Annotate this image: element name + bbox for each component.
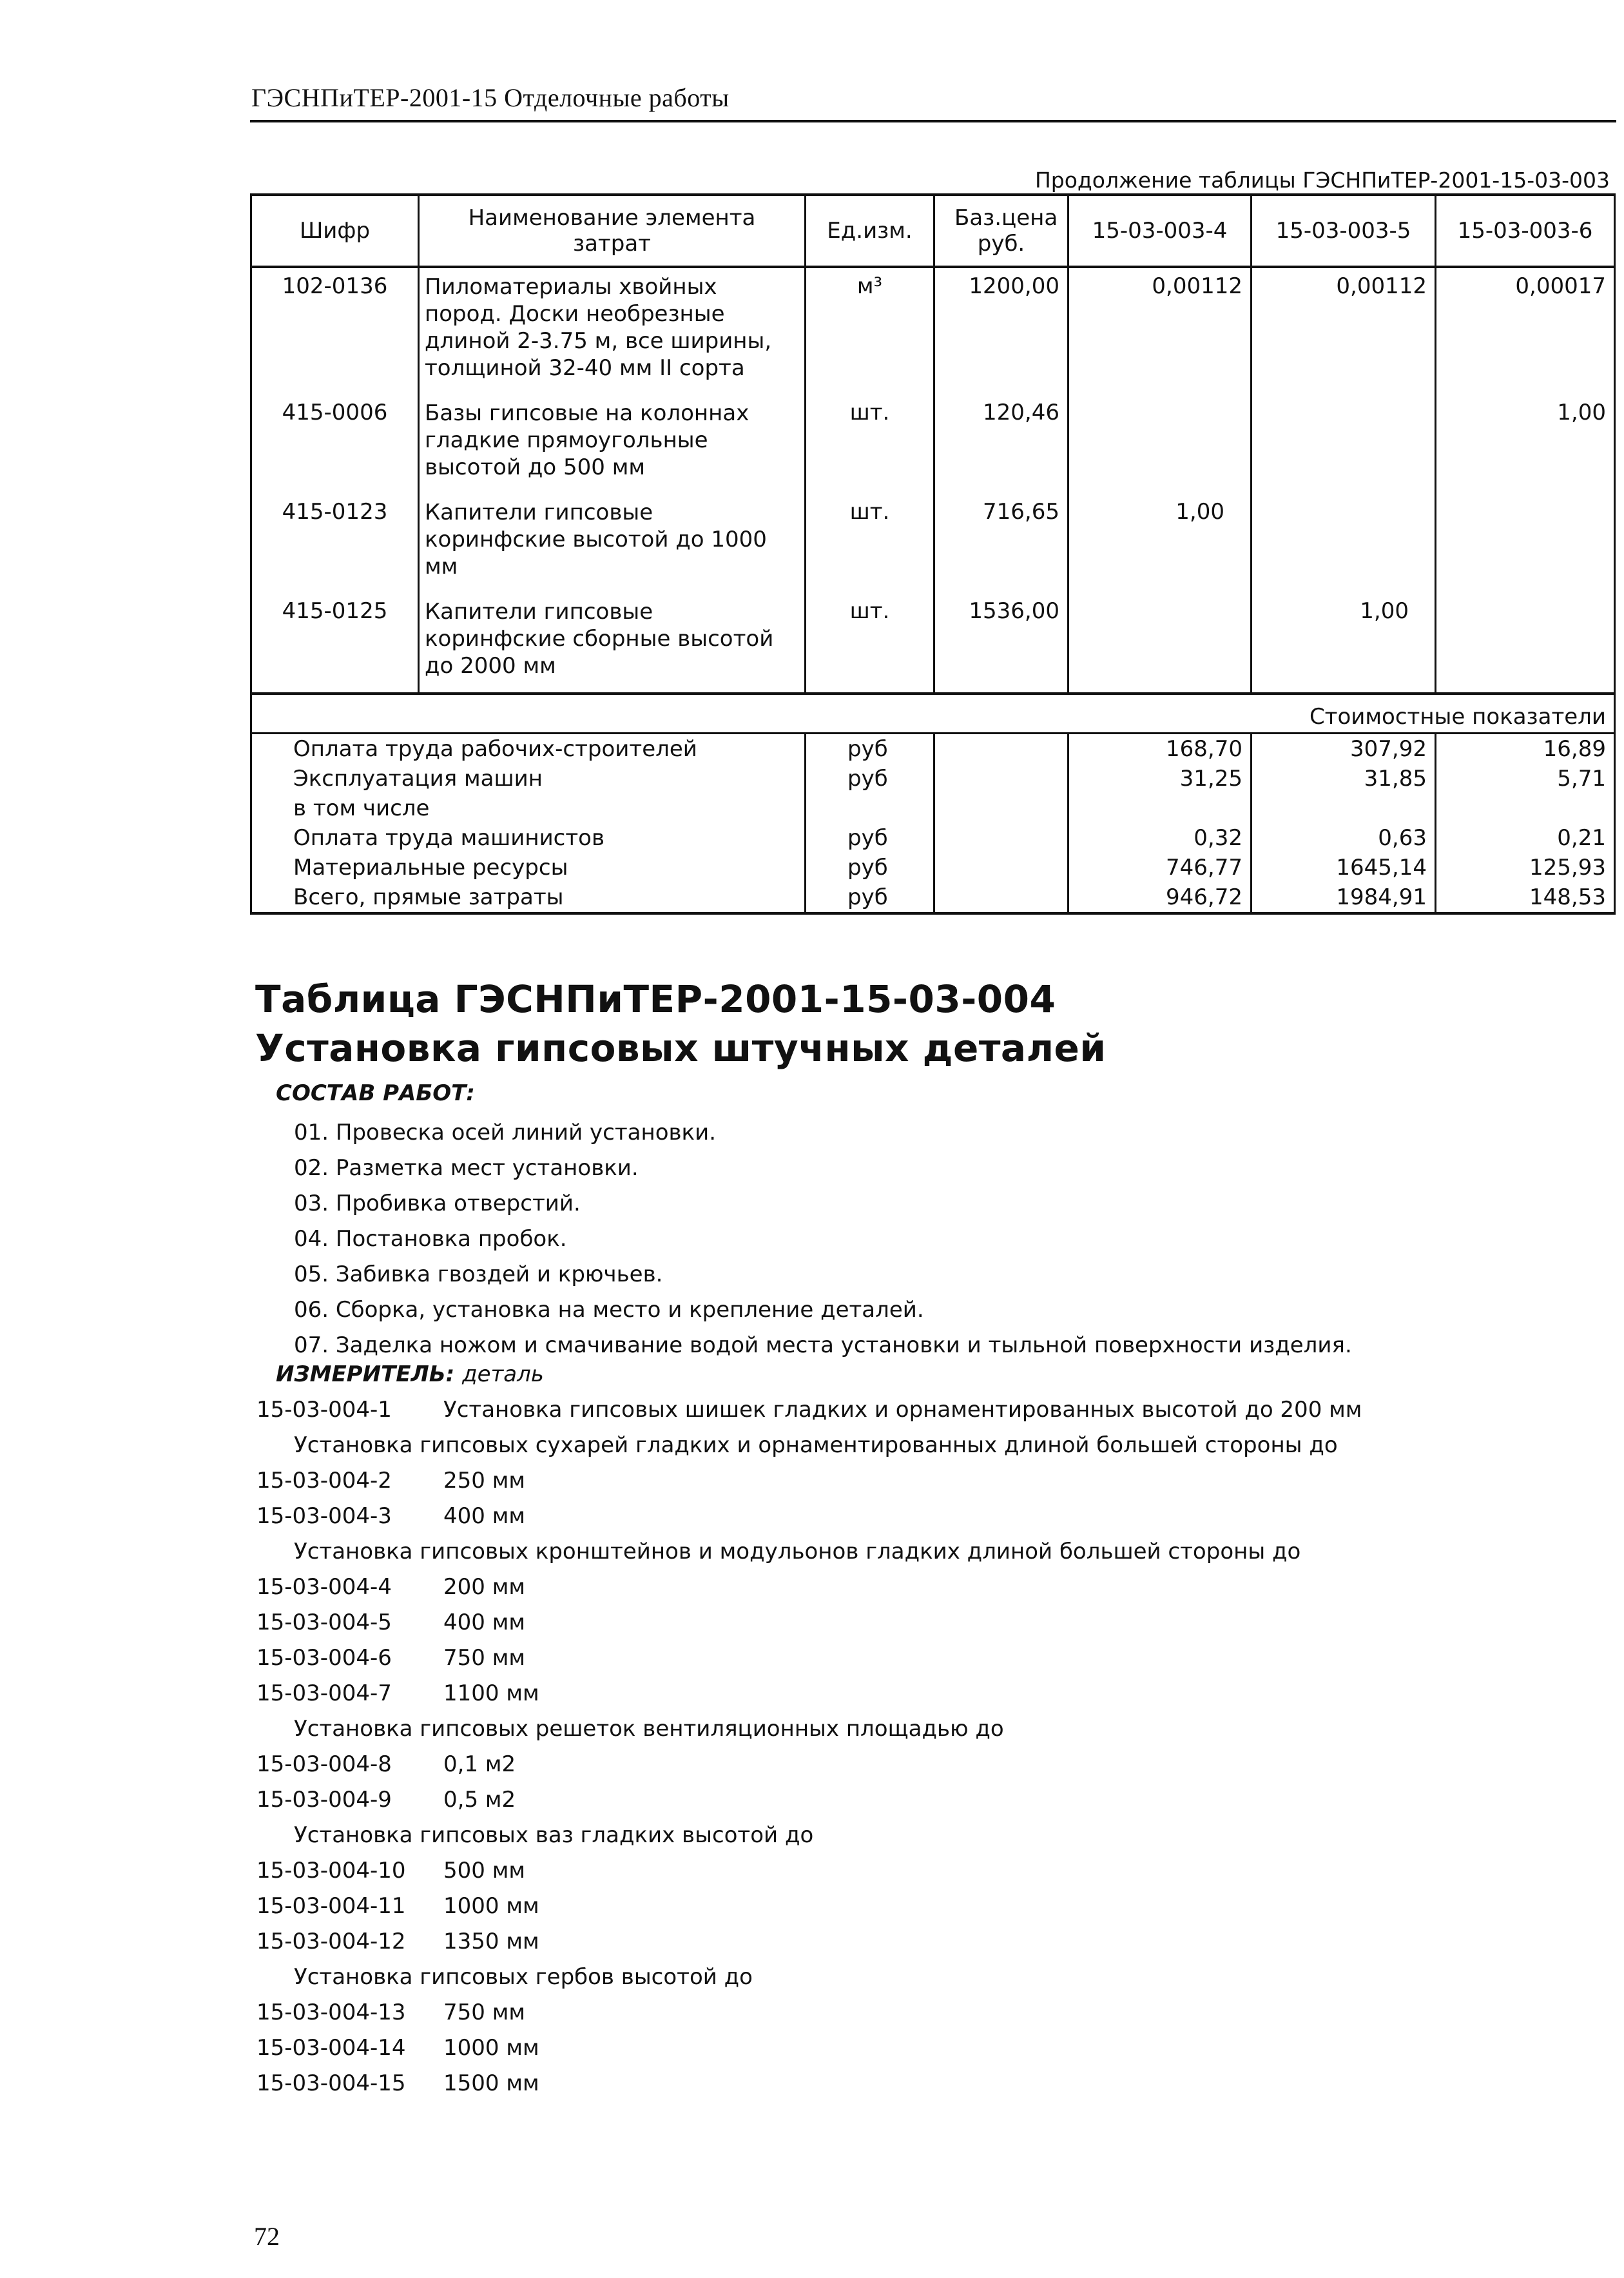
empty-cell xyxy=(934,853,1068,882)
measure-code: 15-03-004-4 xyxy=(256,1574,392,1600)
measure-text: 1000 мм xyxy=(443,2035,539,2061)
measure-row xyxy=(256,1392,1545,1428)
indicator-name: Оплата труда машинистов xyxy=(251,823,806,853)
table-header-row xyxy=(251,195,1615,267)
value-15-03-003-6: 1,00 xyxy=(1436,394,1615,494)
measure-text: 0,1 м2 xyxy=(443,1751,516,1777)
value-15-03-003-4 xyxy=(1068,593,1252,694)
resource-code: 102-0136 xyxy=(251,267,419,394)
work-item: 03. Пробивка отверстий. xyxy=(294,1191,581,1216)
measure-row xyxy=(256,1640,1545,1676)
empty-cell xyxy=(934,734,1068,764)
indicator-value-5: 0,63 xyxy=(1252,823,1436,853)
measure-text: 400 мм xyxy=(443,1503,526,1529)
base-price: 120,46 xyxy=(934,394,1068,494)
resource-name: Пиломатериалы хвойных пород. Доски необрезные длиной 2-3.75 м, все ширины, толщиной 32-40 мм II сорта xyxy=(419,267,806,394)
measure-row xyxy=(256,1853,1545,1889)
empty-cell xyxy=(934,882,1068,913)
measure-row xyxy=(256,2030,1545,2066)
measure-text: 750 мм xyxy=(443,2000,526,2025)
indicator-name: Всего, прямые затраты xyxy=(251,882,806,913)
work-item: 04. Постановка пробок. xyxy=(294,1226,567,1252)
table-row xyxy=(251,494,1615,593)
measure-row xyxy=(256,1676,1545,1711)
base-price: 1536,00 xyxy=(934,593,1068,694)
indicator-value-4: 31,25 xyxy=(1068,764,1252,793)
resource-code: 415-0125 xyxy=(251,593,419,694)
indicator-value-4: 746,77 xyxy=(1068,853,1252,882)
resource-name: Капители гипсовые коринфские высотой до 1000 мм xyxy=(419,494,806,593)
measure-text: Установка гипсовых шишек гладких и орнаментированных высотой до 200 мм xyxy=(443,1397,1362,1423)
empty-cell xyxy=(934,823,1068,853)
measure-row xyxy=(256,1995,1545,2030)
value-15-03-003-5: 1,00 xyxy=(1252,593,1436,694)
indicator-value-5 xyxy=(1252,793,1436,823)
work-item: 05. Забивка гвоздей и крючьев. xyxy=(294,1261,663,1287)
indicators-label: Стоимостные показатели xyxy=(251,694,1615,734)
measure-row xyxy=(256,1605,1545,1640)
work-item: 07. Заделка ножом и смачивание водой места установки и тыльной поверхности изделия. xyxy=(294,1332,1352,1358)
value-15-03-003-5 xyxy=(1252,494,1436,593)
indicator-name: в том числе xyxy=(251,793,806,823)
resource-name: Капители гипсовые коринфские сборные высотой до 2000 мм xyxy=(419,593,806,694)
measure-code: 15-03-004-15 xyxy=(256,2070,406,2096)
measure-row xyxy=(256,1889,1545,1924)
value-15-03-003-6 xyxy=(1436,494,1615,593)
header-rule xyxy=(250,120,1616,122)
resource-code: 415-0123 xyxy=(251,494,419,593)
indicator-value-5: 307,92 xyxy=(1252,734,1436,764)
indicator-value-6: 148,53 xyxy=(1436,882,1615,913)
measure-code: 15-03-004-3 xyxy=(256,1503,392,1529)
indicator-value-4: 946,72 xyxy=(1068,882,1252,913)
measure-text: 1500 мм xyxy=(443,2070,539,2096)
value-15-03-003-6 xyxy=(1436,593,1615,694)
measure-text: 0,5 м2 xyxy=(443,1787,516,1813)
column-header: Наименование элемента затрат xyxy=(419,195,806,267)
measure-row xyxy=(256,1463,1545,1499)
indicator-value-6: 0,21 xyxy=(1436,823,1615,853)
meter-value: деталь xyxy=(462,1361,544,1387)
measure-code: 15-03-004-13 xyxy=(256,2000,406,2025)
indicator-row xyxy=(251,823,1615,853)
measure-text: 1350 мм xyxy=(443,1929,539,1954)
running-header: ГЭСНПиТЕР-2001-15 Отделочные работы xyxy=(251,83,730,112)
measure-text: 250 мм xyxy=(443,1468,526,1494)
resource-unit: м³ xyxy=(806,267,934,394)
meter-label: ИЗМЕРИТЕЛЬ: xyxy=(276,1361,455,1387)
measure-code: 15-03-004-1 xyxy=(256,1397,392,1423)
measure-text: 500 мм xyxy=(443,1858,526,1884)
column-header: 15-03-003-6 xyxy=(1436,195,1615,267)
measure-text: 750 мм xyxy=(443,1645,526,1671)
indicator-unit: руб xyxy=(806,764,934,793)
indicator-name: Эксплуатация машин xyxy=(251,764,806,793)
measure-group-heading: Установка гипсовых сухарей гладких и орнаментированных длиной большей стороны до xyxy=(294,1432,1338,1458)
indicator-unit: руб xyxy=(806,734,934,764)
measure-row xyxy=(256,1570,1545,1605)
measure-row xyxy=(256,1782,1545,1818)
table-continuation-label: Продолжение таблицы ГЭСНПиТЕР-2001-15-03-003 xyxy=(1034,168,1610,193)
measures-list xyxy=(256,1392,1545,2101)
page-number: 72 xyxy=(254,2222,280,2251)
indicator-unit: руб xyxy=(806,853,934,882)
measure-group-heading: Установка гипсовых гербов высотой до xyxy=(294,1964,753,1990)
cost-table xyxy=(250,193,1616,915)
column-header: Ед.изм. xyxy=(806,195,934,267)
section-subtitle: Установка гипсовых штучных деталей xyxy=(255,1026,1107,1070)
resource-unit: шт. xyxy=(806,494,934,593)
indicator-unit xyxy=(806,793,934,823)
indicator-row xyxy=(251,764,1615,793)
measure-code: 15-03-004-7 xyxy=(256,1680,392,1706)
measure-group-heading: Установка гипсовых ваз гладких высотой до xyxy=(294,1822,814,1848)
measure-code: 15-03-004-5 xyxy=(256,1610,392,1635)
indicator-value-5: 1984,91 xyxy=(1252,882,1436,913)
indicator-row xyxy=(251,793,1615,823)
indicator-value-4: 168,70 xyxy=(1068,734,1252,764)
measure-text: 1000 мм xyxy=(443,1893,539,1919)
measure-text: 400 мм xyxy=(443,1610,526,1635)
indicators-header-row xyxy=(251,694,1615,734)
work-item: 01. Провеска осей линий установки. xyxy=(294,1120,716,1145)
measure-code: 15-03-004-12 xyxy=(256,1929,406,1954)
indicator-name: Оплата труда рабочих-строителей xyxy=(251,734,806,764)
indicator-value-6: 5,71 xyxy=(1436,764,1615,793)
indicator-value-4: 0,32 xyxy=(1068,823,1252,853)
measure-row xyxy=(256,1924,1545,1960)
value-15-03-003-4: 1,00 xyxy=(1068,494,1252,593)
section-title: Таблица ГЭСНПиТЕР-2001-15-03-004 xyxy=(255,977,1056,1021)
indicator-value-6: 125,93 xyxy=(1436,853,1615,882)
base-price: 1200,00 xyxy=(934,267,1068,394)
indicator-row xyxy=(251,882,1615,913)
indicator-value-6 xyxy=(1436,793,1615,823)
resource-unit: шт. xyxy=(806,593,934,694)
measure-row xyxy=(256,1499,1545,1534)
base-price: 716,65 xyxy=(934,494,1068,593)
empty-cell xyxy=(934,764,1068,793)
measure-group-heading: Установка гипсовых решеток вентиляционных площадью до xyxy=(294,1716,1004,1742)
work-item: 06. Сборка, установка на место и крепление деталей. xyxy=(294,1297,924,1323)
works-label: СОСТАВ РАБОТ: xyxy=(276,1080,475,1106)
table-row xyxy=(251,267,1615,394)
indicator-value-5: 1645,14 xyxy=(1252,853,1436,882)
work-item: 02. Разметка мест установки. xyxy=(294,1155,639,1181)
column-header: Шифр xyxy=(251,195,419,267)
indicator-row xyxy=(251,853,1615,882)
measure-text: 1100 мм xyxy=(443,1680,539,1706)
value-15-03-003-6: 0,00017 xyxy=(1436,267,1615,394)
resource-code: 415-0006 xyxy=(251,394,419,494)
indicator-value-5: 31,85 xyxy=(1252,764,1436,793)
empty-cell xyxy=(934,793,1068,823)
indicator-unit: руб xyxy=(806,823,934,853)
indicator-unit: руб xyxy=(806,882,934,913)
indicator-row xyxy=(251,734,1615,764)
indicator-value-6: 16,89 xyxy=(1436,734,1615,764)
resource-name: Базы гипсовые на колоннах гладкие прямоугольные высотой до 500 мм xyxy=(419,394,806,494)
measure-text: 200 мм xyxy=(443,1574,526,1600)
column-header: Баз.цена руб. xyxy=(934,195,1068,267)
resource-unit: шт. xyxy=(806,394,934,494)
measure-code: 15-03-004-14 xyxy=(256,2035,406,2061)
measure-group-heading: Установка гипсовых кронштейнов и модульонов гладких длиной большей стороны до xyxy=(294,1539,1301,1564)
indicator-name: Материальные ресурсы xyxy=(251,853,806,882)
measure-row xyxy=(256,1747,1545,1782)
measure-code: 15-03-004-6 xyxy=(256,1645,392,1671)
indicator-value-4 xyxy=(1068,793,1252,823)
measure-row xyxy=(256,2066,1545,2101)
table-row xyxy=(251,593,1615,694)
work-list xyxy=(294,1115,1352,1363)
value-15-03-003-4: 0,00112 xyxy=(1068,267,1252,394)
value-15-03-003-5: 0,00112 xyxy=(1252,267,1436,394)
value-15-03-003-5 xyxy=(1252,394,1436,494)
measure-code: 15-03-004-10 xyxy=(256,1858,406,1884)
table-row xyxy=(251,394,1615,494)
measure-code: 15-03-004-11 xyxy=(256,1893,406,1919)
measure-code: 15-03-004-2 xyxy=(256,1468,392,1494)
meter-line xyxy=(276,1361,544,1387)
measure-code: 15-03-004-8 xyxy=(256,1751,392,1777)
column-header: 15-03-003-4 xyxy=(1068,195,1252,267)
measure-code: 15-03-004-9 xyxy=(256,1787,392,1813)
column-header: 15-03-003-5 xyxy=(1252,195,1436,267)
value-15-03-003-4 xyxy=(1068,394,1252,494)
